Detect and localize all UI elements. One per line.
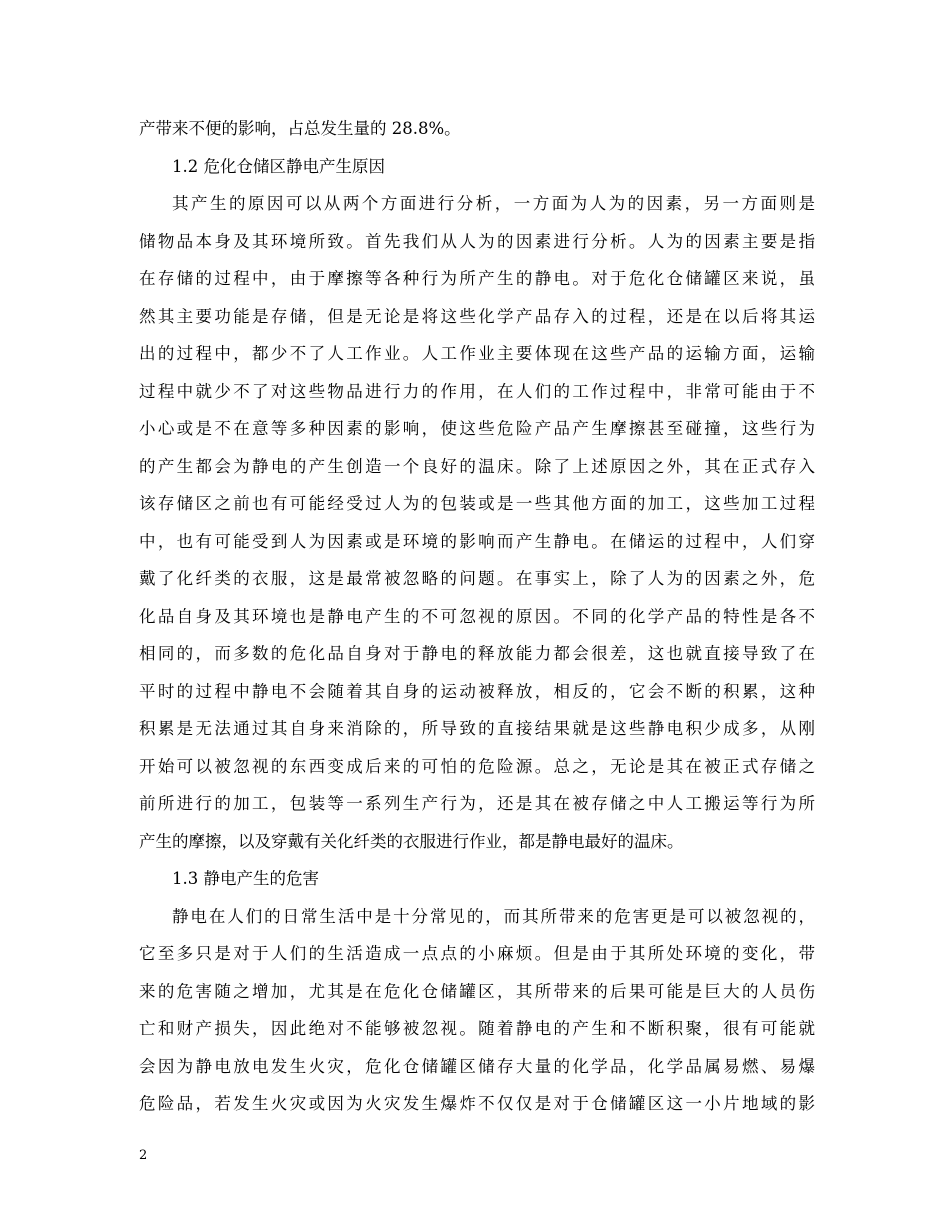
paragraph-line: 戴了化纤类的衣服，这是最常被忽略的问题。在事实上，除了人为的因素之外，危 <box>139 569 815 588</box>
paragraph-line: 过程中就少不了对这些物品进行力的作用，在人们的工作过程中，非常可能由于不 <box>139 381 815 401</box>
paragraph-line: 静电在人们的日常生活中是十分常见的，而其所带来的危害更是可以被忽视的， <box>172 906 815 926</box>
paragraph-line: 小心或是不在意等多种因素的影响，使这些危险产品产生摩擦甚至碰撞，这些行为 <box>139 419 815 438</box>
paragraph-line: 相同的，而多数的危化品自身对于静电的释放能力都会很差，这也就直接导致了在 <box>139 644 815 663</box>
paragraph-line: 亡和财产损失，因此绝对不能够被忽视。随着静电的产生和不断积聚，很有可能就 <box>139 1019 815 1038</box>
paragraph-line: 来的危害随之增加，尤其是在危化仓储罐区，其所带来的后果可能是巨大的人员伤 <box>139 981 815 1001</box>
paragraph-line: 会因为静电放电发生火灾，危化仓储罐区储存大量的化学品，化学品属易燃、易爆 <box>139 1056 815 1076</box>
paragraph-line: 平时的过程中静电不会随着其自身的运动被释放，相反的，它会不断的积累，这种 <box>139 681 815 701</box>
paragraph-line: 产生的摩擦，以及穿戴有关化纤类的衣服进行作业，都是静电最好的温床。 <box>139 831 684 851</box>
paragraph-line: 开始可以被忽视的东西变成后来的可怕的危险源。总之，无论是其在被正式存储之 <box>139 756 815 776</box>
paragraph-line: 积累是无法通过其自身来消除的，所导致的直接结果就是这些静电积少成多，从刚 <box>139 719 815 738</box>
section-1-2-body <box>139 185 815 860</box>
paragraph-line: 前所进行的加工，包装等一系列生产行为，还是其在被存储之中人工搬运等行为所 <box>139 794 815 813</box>
document-page <box>139 110 815 1123</box>
section-1-3-body <box>139 898 815 1123</box>
section-1-2-heading: 1.2 危化仓储区静电产生原因 <box>172 156 385 176</box>
paragraph-line: 化品自身及其环境也是静电产生的不可忽视的原因。不同的化学产品的特性是各不 <box>139 606 815 626</box>
paragraph-line: 储物品本身及其环境所致。首先我们从人为的因素进行分析。人为的因素主要是指 <box>139 231 815 251</box>
paragraph-line: 在存储的过程中，由于摩擦等各种行为所产生的静电。对于危化仓储罐区来说，虽 <box>139 269 815 288</box>
section-1-3-heading: 1.3 静电产生的危害 <box>172 869 319 888</box>
paragraph-line: 然其主要功能是存储，但是无论是将这些化学产品存入的过程，还是在以后将其运 <box>139 306 815 326</box>
paragraph-line: 中，也有可能受到人为因素或是环境的影响而产生静电。在储运的过程中，人们穿 <box>139 531 815 551</box>
page-number: 2 <box>139 1148 148 1163</box>
paragraph-line: 它至多只是对于人们的生活造成一点点的小麻烦。但是由于其所处环境的变化，带 <box>139 944 815 963</box>
intro-tail-line: 产带来不便的影响，占总发生量的 28.8%。 <box>139 119 461 138</box>
paragraph-line: 危险品，若发生火灾或因为火灾发生爆炸不仅仅是对于仓储罐区这一小片地域的影 <box>139 1094 815 1113</box>
paragraph-line: 其产生的原因可以从两个方面进行分析，一方面为人为的因素，另一方面则是 <box>172 194 815 213</box>
paragraph-line: 的产生都会为静电的产生创造一个良好的温床。除了上述原因之外，其在正式存入 <box>139 456 815 476</box>
paragraph-line: 出的过程中，都少不了人工作业。人工作业主要体现在这些产品的运输方面，运输 <box>139 344 815 363</box>
paragraph-line: 该存储区之前也有可能经受过人为的包装或是一些其他方面的加工，这些加工过程 <box>139 494 815 513</box>
